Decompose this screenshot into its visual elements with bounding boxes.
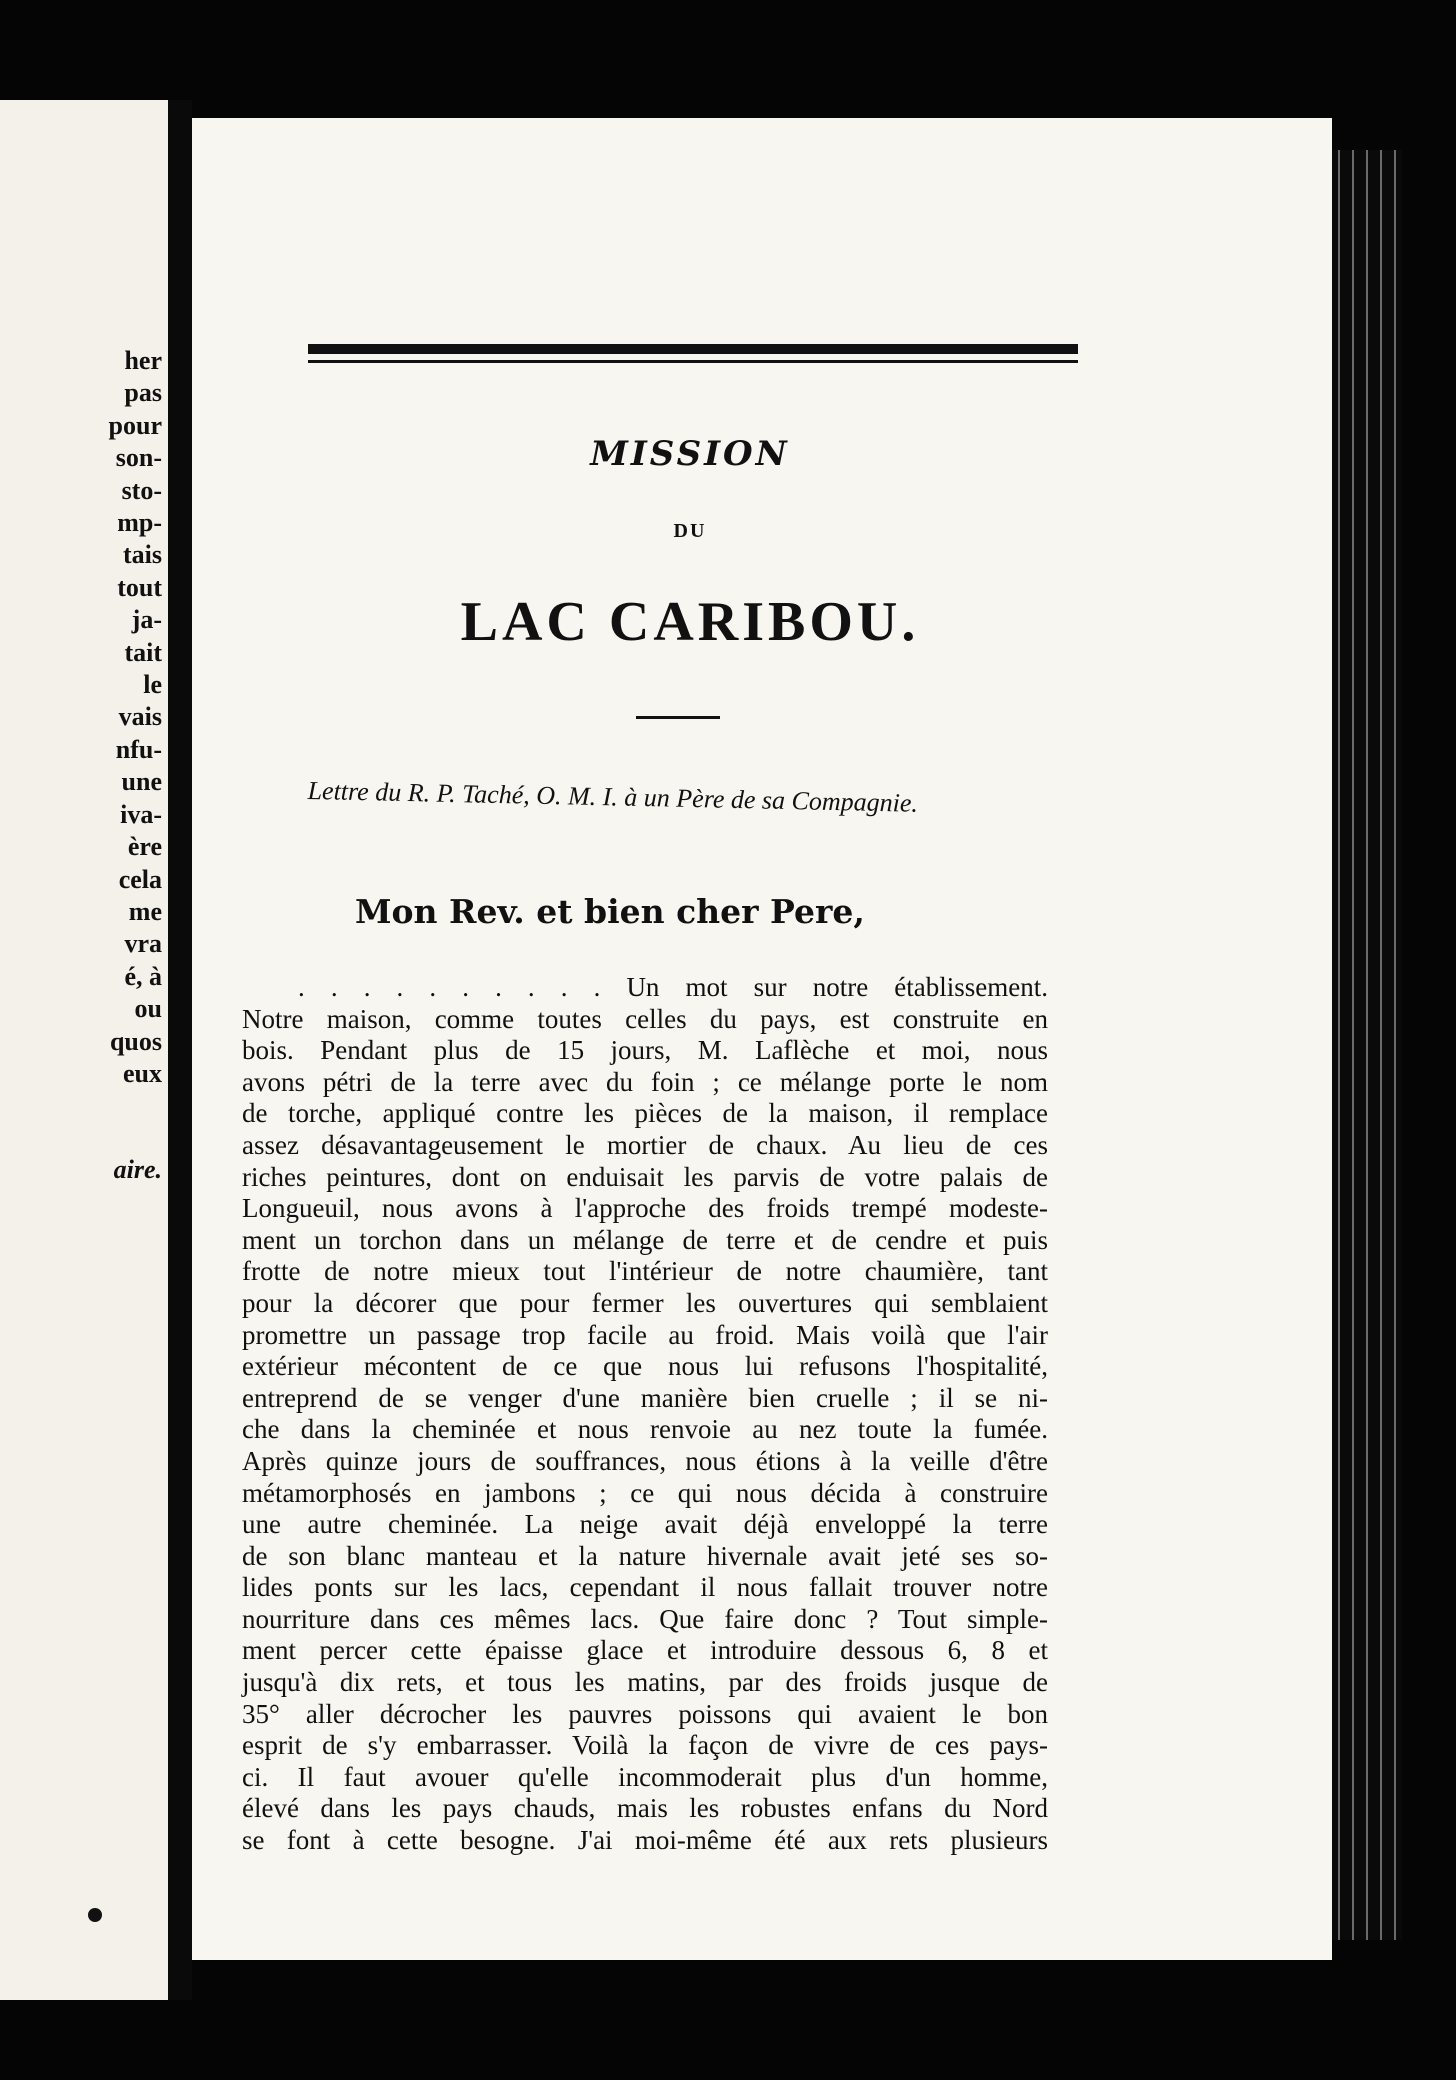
section-divider [636, 716, 720, 719]
page-title: LAC CARIBOU. [460, 591, 920, 653]
left-fragment: mp- [117, 508, 162, 538]
left-fragment: pour [108, 410, 162, 440]
body-line: assez désavantageusement le mortier de chaux. Au lieu de ces [242, 1129, 1048, 1160]
left-fragment: nfu- [115, 734, 162, 764]
body-line: de torche, appliqué contre les pièces de la maison, il remplace [242, 1098, 1048, 1129]
left-fragment: her [124, 346, 162, 375]
body-line: métamorphosés en jambons ; ce qui nous décida à construire [242, 1477, 1048, 1508]
body-line: jusqu'à dix rets, et tous les matins, par des froids jusque de [242, 1667, 1048, 1698]
salutation: Mon Rev. et bien cher Pere, [355, 892, 865, 931]
body-line: entreprend de se venger d'une manière bien cruelle ; il se ni- [242, 1382, 1048, 1413]
body-line: bois. Pendant plus de 15 jours, M. Laflèche et moi, nous [242, 1035, 1048, 1066]
body-line: de son blanc manteau et la nature hivernale avait jeté ses so- [242, 1540, 1048, 1571]
left-fragment: quos [109, 1026, 162, 1056]
body-line: ment un torchon dans un mélange de terre et de cendre et puis [242, 1224, 1048, 1255]
left-fragment-italic: aire. [113, 1155, 162, 1185]
body-line: frotte de notre mieux tout l'intérieur de notre chaumière, tant [242, 1256, 1048, 1287]
body-line: 35° aller décrocher les pauvres poissons qui avaient le bon [242, 1698, 1048, 1729]
left-page-text-fragments [109, 345, 162, 1187]
book-gutter [168, 100, 192, 2000]
body-line: avons pétri de la terre avec du foin ; ce mélange porte le nom [242, 1066, 1048, 1097]
body-line: . . . . . . . . . . Un mot sur notre établissement. [298, 972, 1048, 1002]
left-facing-page [0, 100, 168, 2000]
body-line: extérieur mécontent de ce que nous lui refusons l'hospitalité, [242, 1351, 1048, 1382]
left-fragment: ère [127, 832, 162, 862]
heading-du: DU [673, 520, 707, 542]
left-fragment: son- [115, 443, 162, 473]
ink-dot [88, 1908, 102, 1922]
left-gap [109, 1090, 162, 1154]
header-rule-thick [308, 344, 1078, 354]
left-fragment: cela [118, 864, 162, 894]
left-fragment: ou [134, 994, 162, 1024]
body-line: Après quinze jours de souffrances, nous étions à la veille d'être [242, 1445, 1048, 1476]
left-fragment: tait [124, 637, 162, 667]
body-line: nourriture dans ces mêmes lacs. Que faire donc ? Tout simple- [242, 1603, 1048, 1634]
body-line: élevé dans les pays chauds, mais les robustes enfans du Nord [242, 1793, 1048, 1824]
left-fragment: eux [123, 1058, 162, 1088]
body-line: ci. Il faut avouer qu'elle incommoderait plus d'un homme, [242, 1761, 1048, 1792]
body-line: lides ponts sur les lacs, cependant il nous fallait trouver notre [242, 1572, 1048, 1603]
heading-mission: MISSION [590, 434, 790, 474]
body-line: promettre un passage trop facile au froid. Mais voilà que l'air [242, 1319, 1048, 1350]
header-rule-thin [308, 360, 1078, 363]
body-line: Longueuil, nous avons à l'approche des froids trempé modeste- [242, 1193, 1048, 1224]
left-fragment: ja- [131, 605, 162, 635]
page-edges [1332, 150, 1402, 1940]
body-line: Notre maison, comme toutes celles du pays, est construite en [242, 1003, 1048, 1034]
body-line: ment percer cette épaisse glace et introduire dessous 6, 8 et [242, 1635, 1048, 1666]
left-fragment: le [143, 670, 162, 700]
left-fragment: pas [124, 378, 162, 408]
left-fragment: é, à [124, 961, 162, 991]
letter-intro: Lettre du R. P. Taché, O. M. I. à un Père de sa Compagnie. [307, 775, 919, 818]
body-text [242, 972, 1048, 1857]
left-fragment: iva- [120, 799, 162, 829]
left-fragment: vra [124, 929, 162, 959]
left-fragment: tout [117, 572, 162, 602]
body-line: se font à cette besogne. J'ai moi-même été aux rets plusieurs [242, 1825, 1048, 1856]
body-line: riches peintures, dont on enduisait les parvis de votre palais de [242, 1161, 1048, 1192]
left-fragment: sto- [121, 475, 162, 505]
body-line: une autre cheminée. La neige avait déjà enveloppé la terre [242, 1509, 1048, 1540]
body-line: pour la décorer que pour fermer les ouvertures qui semblaient [242, 1287, 1048, 1318]
left-fragment: une [121, 767, 162, 797]
left-fragment: vais [118, 702, 162, 732]
left-fragment: me [128, 896, 162, 926]
body-line: esprit de s'y embarrasser. Voilà la façon de vivre de ces pays- [242, 1730, 1048, 1761]
left-fragment: tais [123, 540, 162, 570]
body-line: che dans la cheminée et nous renvoie au nez toute la fumée. [242, 1414, 1048, 1445]
